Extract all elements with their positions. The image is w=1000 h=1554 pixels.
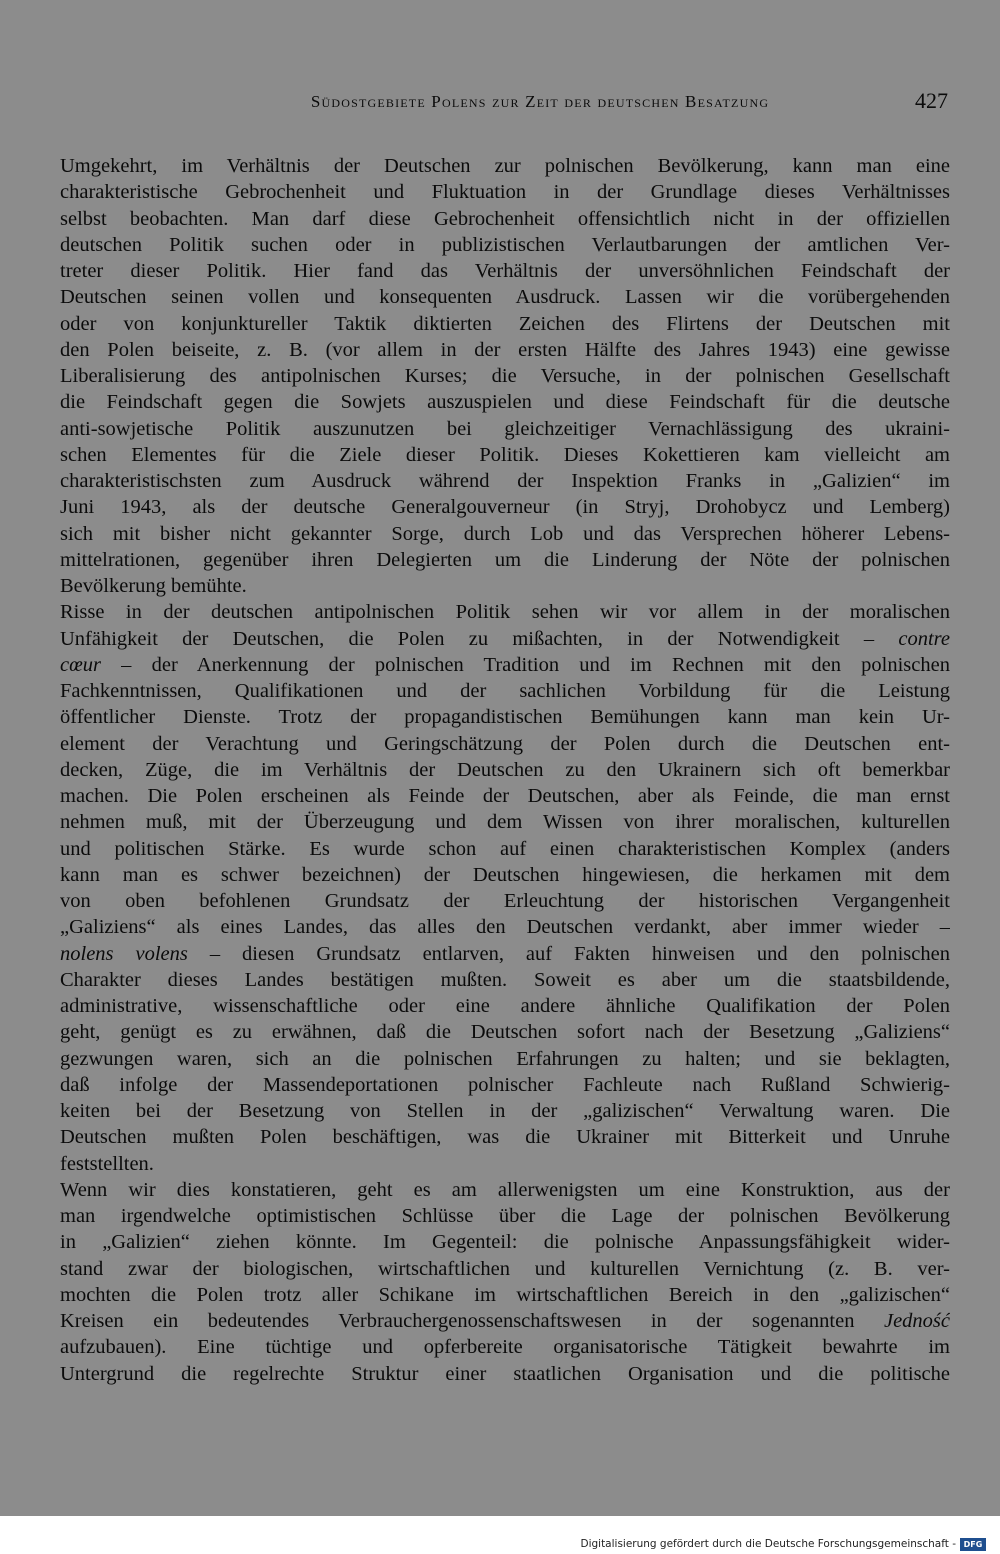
- line-text: mittelrationen, gegenüber ihren Delegierten um die Linderung der Nöte der polnischen: [60, 548, 950, 571]
- line-text: und politischen Stärke. Es wurde schon auf einen charakteristischen Komplex (anders: [60, 837, 950, 860]
- digitization-footer: [580, 1537, 986, 1551]
- line-text: element der Verachtung und Geringschätzung der Polen durch die Deutschen ent-: [60, 732, 950, 755]
- text-line: [60, 809, 950, 835]
- line-text: stand zwar der biologischen, wirtschaftlichen und kulturellen Vernichtung (z. B. ver-: [60, 1257, 950, 1280]
- line-text: Untergrund die regelrechte Struktur einer staatlichen Organisation und die politische: [60, 1362, 950, 1385]
- line-text: treter dieser Politik. Hier fand das Verhältnis der unversöhnlichen Feindschaft der: [60, 260, 950, 282]
- italic-phrase: contre: [898, 627, 950, 650]
- text-line: [60, 1177, 950, 1203]
- line-text: Bevölkerung bemühte.: [60, 575, 247, 597]
- line-text: öffentlicher Dienste. Trotz der propagandistischen Bemühungen kann man kein Ur-: [60, 706, 950, 729]
- text-line: [60, 731, 950, 757]
- text-line: [60, 258, 950, 284]
- line-text: von oben befohlenen Grundsatz der Erleuchtung der historischen Vergangenheit: [60, 890, 950, 912]
- line-text: kann man es schwer bezeichnen) der Deutschen hingewiesen, die herkamen mit dem: [60, 863, 950, 886]
- line-text: keiten bei der Besetzung von Stellen in der „galizischen“ Verwaltung waren. Die: [60, 1100, 950, 1122]
- text-line: [60, 652, 950, 678]
- text-line: [60, 573, 950, 599]
- line-text: Deutschen mußten Polen beschäftigen, was die Ukrainer mit Bitterkeit und Unruhe: [60, 1126, 950, 1149]
- line-text: Fachkenntnissen, Qualifikationen und der sachlichen Vorbildung für die Leistung: [60, 680, 950, 702]
- line-text: Wenn wir dies konstatieren, geht es am allerwenigsten um eine Konstruktion, aus der: [60, 1178, 950, 1201]
- text-line: [60, 1361, 950, 1387]
- text-line: [60, 941, 950, 967]
- line-text: den Polen beiseite, z. B. (vor allem in der ersten Hälfte des Jahres 1943) eine gewisse: [60, 338, 950, 361]
- line-text: Charakter dieses Landes bestätigen mußten. Soweit es aber um die staatsbildende,: [60, 968, 950, 991]
- text-line: [60, 547, 950, 573]
- line-text: machen. Die Polen erscheinen als Feinde der Deutschen, aber als Feinde, die man ernst: [60, 785, 950, 807]
- text-line: [60, 678, 950, 704]
- italic-phrase: cœur: [60, 653, 101, 676]
- text-line: [60, 337, 950, 363]
- text-line: [60, 179, 950, 205]
- dfg-logo-icon: DFG: [960, 1538, 986, 1551]
- line-text: oder von konjunktureller Taktik diktierten Zeichen des Flirtens der Deutschen mit: [60, 312, 950, 335]
- line-text: feststellten.: [60, 1152, 154, 1175]
- text-line: [60, 363, 950, 389]
- text-line: [60, 1124, 950, 1150]
- line-text: „Galiziens“ als eines Landes, das alles den Deutschen verdankt, aber immer wieder –: [60, 916, 950, 939]
- text-line: [60, 914, 950, 940]
- line-text: administrative, wissenschaftliche oder eine andere ähnliche Qualifikation der Polen: [60, 995, 950, 1017]
- line-text: charakteristische Gebrochenheit und Fluktuation in der Grundlage dieses Verhältnisses: [60, 181, 950, 204]
- text-line: [60, 521, 950, 547]
- text-line: [60, 862, 950, 888]
- running-title: Südostgebiete Polens zur Zeit der deutschen Besatzung: [310, 92, 770, 111]
- text-line: [60, 1046, 950, 1072]
- line-text: man irgendwelche optimistischen Schlüsse über die Lage der polnischen Bevölkerung: [60, 1205, 950, 1227]
- page-number: 427: [915, 88, 948, 113]
- text-line: [60, 836, 950, 862]
- text-line: [60, 468, 950, 494]
- line-text: decken, Züge, die im Verhältnis der Deutschen zu den Ukrainern sich oft bemerkbar: [60, 758, 950, 781]
- text-line: [60, 1308, 950, 1334]
- line-text: nehmen muß, mit der Überzeugung und dem Wissen von ihrer moralischen, kulturellen: [60, 811, 950, 834]
- text-line: [60, 442, 950, 468]
- line-text: mochten die Polen trotz aller Schikane im wirtschaftlichen Bereich in den „galizischen“: [60, 1283, 950, 1306]
- line-text: aufzubauen). Eine tüchtige und opferbereite organisatorische Tätigkeit bewahrte im: [60, 1336, 950, 1359]
- text-line: [60, 1334, 950, 1360]
- text-line: [60, 993, 950, 1019]
- line-text: anti-sowjetische Politik auszunutzen bei gleichzeitiger Vernachlässigung des ukraini-: [60, 417, 950, 440]
- text-line: [60, 888, 950, 914]
- line-text: selbst beobachten. Man darf diese Gebrochenheit offensichtlich nicht in der offiziellen: [60, 207, 950, 230]
- line-text: daß infolge der Massendeportationen polnischer Fachleute nach Rußland Schwierig-: [60, 1073, 950, 1096]
- text-line: [60, 1072, 950, 1098]
- line-text: Kreisen ein bedeutendes Verbrauchergenossenschaftswesen in der sogenannten: [60, 1310, 884, 1332]
- line-text: schen Elementes für die Ziele dieser Politik. Dieses Kokettieren kam vielleicht am: [60, 443, 950, 466]
- line-text: Umgekehrt, im Verhältnis der Deutschen zur polnischen Bevölkerung, kann man eine: [60, 155, 950, 177]
- footer-credit-text: Digitalisierung gefördert durch die Deutsche Forschungsgemeinschaft -: [580, 1538, 956, 1550]
- line-text: – der Anerkennung der polnischen Tradition und im Rechnen mit den polnischen: [101, 653, 950, 676]
- text-line: [60, 232, 950, 258]
- running-header: [60, 88, 950, 118]
- line-text: Liberalisierung des antipolnischen Kurses; die Versuche, in der polnischen Gesellschaft: [60, 365, 950, 387]
- text-line: [60, 311, 950, 337]
- text-line: [60, 494, 950, 520]
- text-line: [60, 704, 950, 730]
- text-line: [60, 206, 950, 232]
- text-line: [60, 626, 950, 652]
- line-text: in „Galizien“ ziehen könnte. Im Gegenteil: die polnische Anpassungsfähigkeit wider-: [60, 1231, 950, 1254]
- line-text: die Feindschaft gegen die Sowjets auszuspielen und diese Feindschaft für die deutsche: [60, 391, 950, 414]
- text-line: [60, 416, 950, 442]
- line-text: Juni 1943, als der deutsche Generalgouverneur (in Stryj, Drohobycz und Lemberg): [60, 496, 950, 519]
- text-line: [60, 284, 950, 310]
- italic-phrase: nolens volens: [60, 942, 188, 965]
- text-line: [60, 757, 950, 783]
- text-line: [60, 1256, 950, 1282]
- text-line: [60, 1019, 950, 1045]
- text-line: [60, 1282, 950, 1308]
- text-line: [60, 389, 950, 415]
- text-line: [60, 1229, 950, 1255]
- line-text: charakteristischsten zum Ausdruck während der Inspektion Franks in „Galizien“ im: [60, 470, 950, 492]
- line-text: Unfähigkeit der Deutschen, die Polen zu mißachten, in der Notwendigkeit –: [60, 627, 899, 650]
- line-text: – diesen Grundsatz entlarven, auf Fakten hinweisen und den polnischen: [187, 942, 950, 965]
- line-text: geht, genügt es zu erwähnen, daß die Deutschen sofort nach der Besetzung „Galiziens“: [60, 1021, 950, 1044]
- text-line: [60, 1098, 950, 1124]
- line-text: Deutschen seinen vollen und konsequenten Ausdruck. Lassen wir die vorübergehenden: [60, 286, 950, 309]
- line-text: gezwungen waren, sich an die polnischen Erfahrungen zu halten; und sie beklagten,: [60, 1047, 950, 1070]
- text-line: [60, 783, 950, 809]
- line-text: Risse in der deutschen antipolnischen Politik sehen wir vor allem in der moralischen: [60, 601, 950, 624]
- text-line: [60, 153, 950, 179]
- italic-phrase: Jedność: [883, 1310, 950, 1332]
- line-text: sich mit bisher nicht gekannter Sorge, durch Lob und das Versprechen höherer Lebens-: [60, 522, 950, 545]
- text-line: [60, 967, 950, 993]
- text-line: [60, 1151, 950, 1177]
- text-line: [60, 599, 950, 625]
- text-line: [60, 1203, 950, 1229]
- line-text: deutschen Politik suchen oder in publizistischen Verlautbarungen der amtlichen Ver-: [60, 233, 950, 256]
- body-text: [60, 153, 950, 1387]
